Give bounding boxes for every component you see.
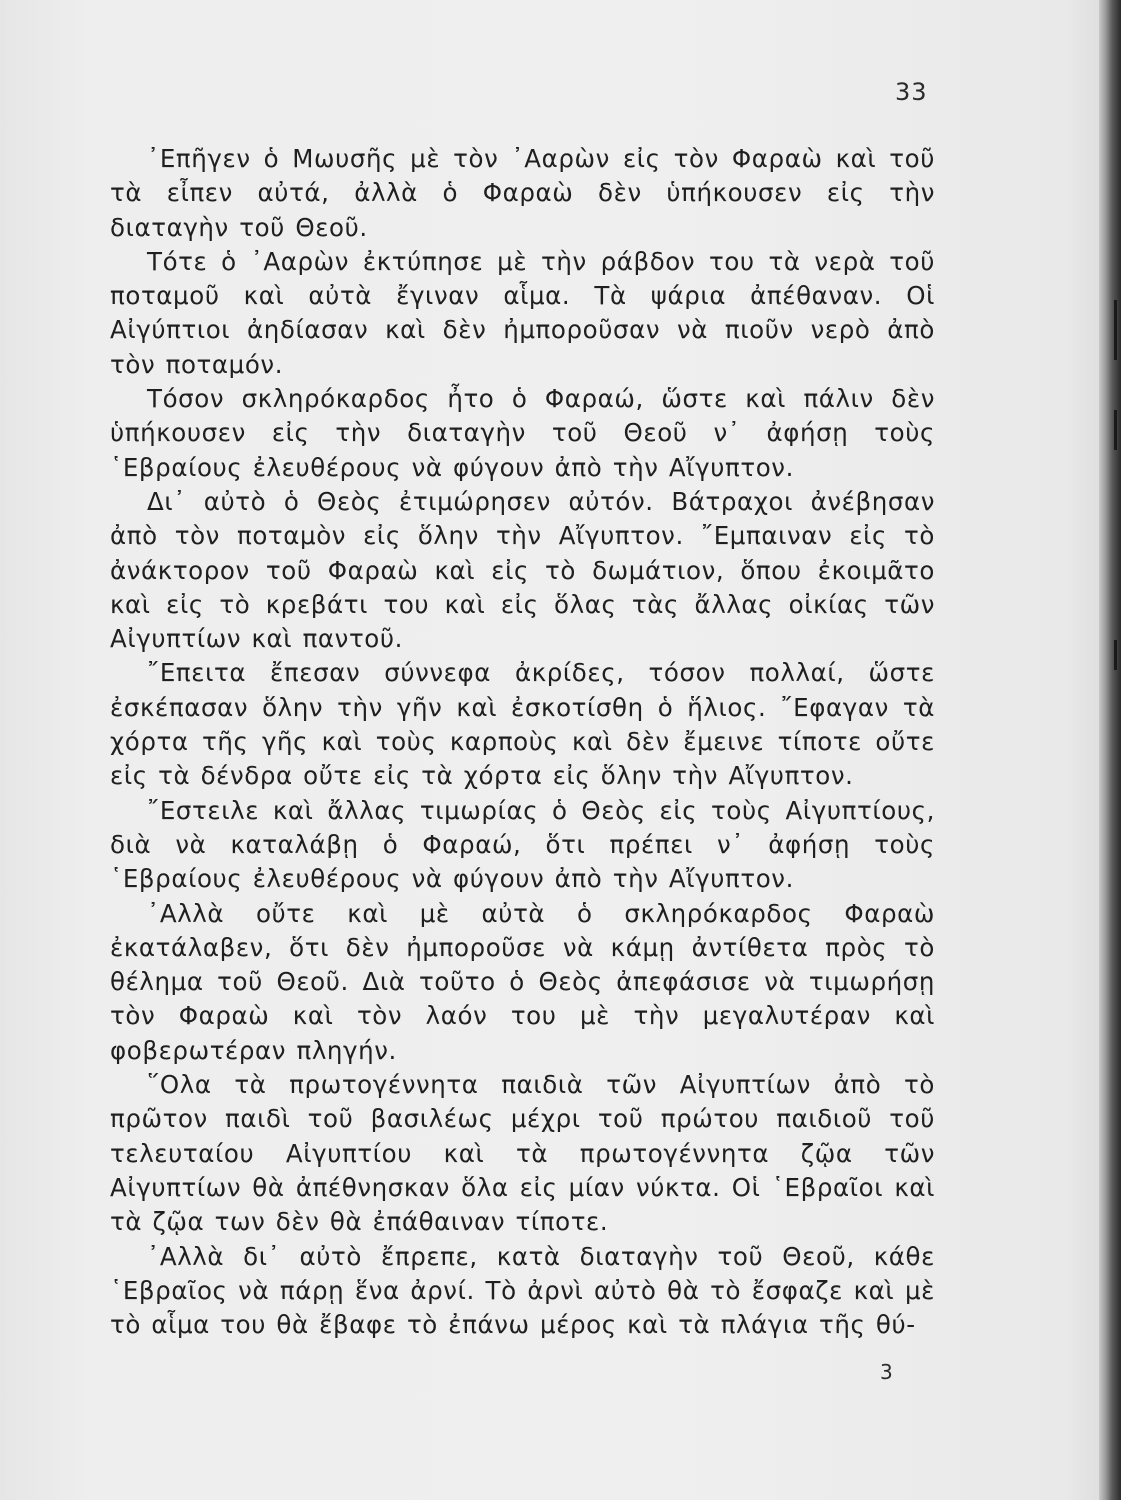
paragraph: ᾿Επῆγεν ὁ Μωυσῆς μὲ τὸν ᾿Ααρὼν εἰς τὸν Φαραὼ καὶ τοῦ τὰ εἶπεν αὐτά, ἀλλὰ ὁ Φαραὼ δὲν ὑπήκουσεν εἰς τὴν διαταγὴν τοῦ Θεοῦ. (110, 144, 935, 242)
spine-shadow-mark (1114, 640, 1117, 670)
page-number: 33 (895, 78, 928, 106)
paragraph: Τόσον σκληρόκαρδος ἦτο ὁ Φαραώ, ὥστε καὶ πάλιν δὲν ὑπήκουσεν εἰς τὴν διαταγὴν τοῦ Θεοῦ ν᾿ ἀφήσῃ τοὺς ῾Εβραίους ἐλευθέρους νὰ φύγουν ἀπὸ τὴν Αἴγυπτον. (110, 384, 935, 482)
signature-mark: 3 (880, 1360, 893, 1384)
paragraph: Τότε ὁ ᾿Ααρὼν ἐκτύπησε μὲ τὴν ράβδον του τὰ νερὰ τοῦ ποταμοῦ καὶ αὐτὰ ἔγιναν αἷμα. Τὰ ψάρια ἀπέθαναν. Οἱ Αἰγύπτιοι ἀηδίασαν καὶ δὲν ἠμποροῦσαν νὰ πιοῦν νερὸ ἀπὸ τὸν ποταμόν. (110, 246, 935, 379)
spine-shadow-mark (1114, 410, 1117, 450)
paragraph: Δι᾿ αὐτὸ ὁ Θεὸς ἐτιμώρησεν αὐτόν. Βάτραχοι ἀνέβησαν ἀπὸ τὸν ποταμὸν εἰς ὅλην τὴν Αἴγυπτον. ῎Εμπαιναν εἰς τὸ ἀνάκτορον τοῦ Φαραὼ καὶ εἰς τὸ δωμάτιον, ὅπου ἐκοιμᾶτο καὶ εἰς τὸ κρεβάτι του καὶ εἰς ὅλας τὰς ἄλλας οἰκίας τῶν Αἰγυπτίων καὶ παντοῦ. (110, 486, 935, 654)
paragraph: ῎Επειτα ἔπεσαν σύννεφα ἀκρίδες, τόσον πολλαί, ὥστε ἐσκέπασαν ὅλην τὴν γῆν καὶ ἐσκοτίσθη ὁ ἥλιος. ῎Εφαγαν τὰ χόρτα τῆς γῆς καὶ τοὺς καρποὺς καὶ δὲν ἔμεινε τίποτε οὔτε εἰς τὰ δένδρα οὔτε εἰς τὰ χόρτα εἰς ὅλην τὴν Αἴγυπτον. (110, 658, 935, 791)
paragraph: ᾿Αλλὰ οὔτε καὶ μὲ αὐτὰ ὁ σκληρόκαρδος Φαραὼ ἐκατάλαβεν, ὅτι δὲν ἠμποροῦσε νὰ κάμῃ ἀντίθετα πρὸς τὸ θέλημα τοῦ Θεοῦ. Διὰ τοῦτο ὁ Θεὸς ἀπεφάσισε νὰ τιμωρήσῃ τὸν Φαραὼ καὶ τὸν λαόν του μὲ τὴν μεγαλυτέραν καὶ φοβερωτέραν πληγήν. (110, 898, 935, 1065)
paragraph: ᾿Αλλὰ δι᾿ αὐτὸ ἔπρεπε, κατὰ διαταγὴν τοῦ Θεοῦ, κάθε ῾Εβραῖος νὰ πάρῃ ἕνα ἀρνί. Τὸ ἀρνὶ αὐτὸ θὰ τὸ ἔσφαζε καὶ μὲ τὸ αἷμα του θὰ ἔβαφε τὸ ἐπάνω μέρος καὶ τὰ πλάγια τῆς θύ- (110, 1241, 935, 1340)
paragraph: ῎Εστειλε καὶ ἄλλας τιμωρίας ὁ Θεὸς εἰς τοὺς Αἰγυπτίους, διὰ νὰ καταλάβῃ ὁ Φαραώ, ὅτι πρέπει ν᾿ ἀφήσῃ τοὺς ῾Εβραίους ἐλευθέρους νὰ φύγουν ἀπὸ τὴν Αἴγυπτον. (110, 795, 935, 894)
book-spine-edge (1099, 0, 1121, 1500)
paragraph: ῞Ολα τὰ πρωτογέννητα παιδιὰ τῶν Αἰγυπτίων ἀπὸ τὸ πρῶτον παιδὶ τοῦ βασιλέως μέχρι τοῦ πρώτου παιδιοῦ τοῦ τελευταίου Αἰγυπτίου καὶ τὰ πρωτογέννητα ζῷα τῶν Αἰγυπτίων θὰ ἀπέθνησκαν ὅλα εἰς μίαν νύκτα. Οἱ ῾Εβραῖοι καὶ τὰ ζῷα των δὲν θὰ ἐπάθαιναν τίποτε. (110, 1070, 935, 1237)
body-text (110, 142, 935, 1342)
spine-shadow-mark (1114, 300, 1117, 360)
